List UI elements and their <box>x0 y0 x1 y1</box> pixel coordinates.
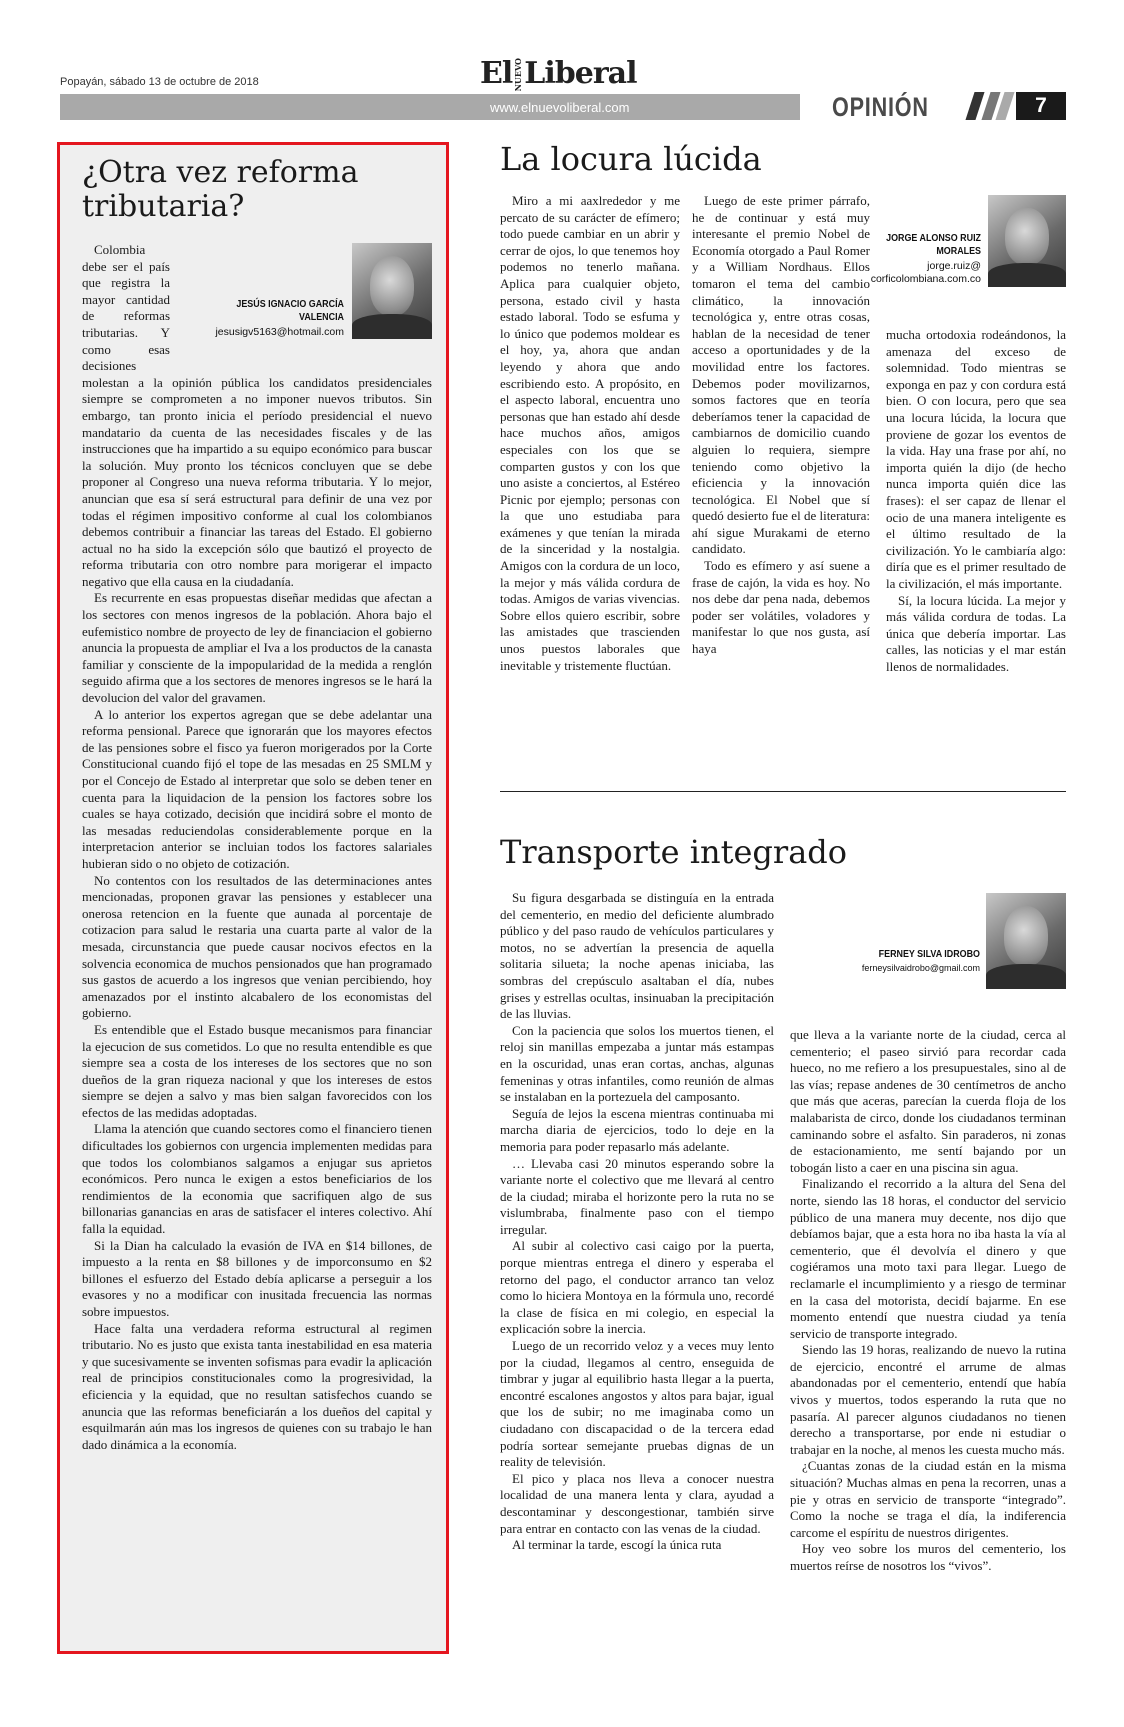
paragraph: Su figura desgarbada se distinguía en la entrada del cementerio, en medio del deficiente alumbrado público y del paso raudo de vehículos particulares y motos, no se advertían la presencia de aquella solitaria silueta; la noche apenas iniciaba, las sombras del crepúsculo asaltaban el día, nubes grises y estrellas ocultas, insinuaban la precipitación de las lluvias. <box>500 890 774 1022</box>
edition-date: Popayán, sábado 13 de octubre de 2018 <box>60 76 259 88</box>
author-photo <box>988 195 1066 287</box>
paragraph: Es entendible que el Estado busque mecanismos para financiar la ejecucion de sus cometidos. Lo que no resulta entendible es que siempre sea a costa de los intereses de los sectores que no son dueños de la gran riqueza nacional y que los intereses de estos siempre se dejen a salvo y mas bien salgan favorecidos con los efectos de las medidas adoptadas. <box>82 1021 432 1120</box>
article-locura-title: La locura lúcida <box>500 140 762 178</box>
article-transporte-col2 <box>790 1027 1066 1707</box>
author-name: JORGE ALONSO RUIZ MORALES <box>886 232 981 258</box>
logo-prefix: El <box>480 56 513 91</box>
paragraph: mucha ortodoxia rodeándonos, la amenaza del exceso de solemnidad. Todo mientras se exponga en paz y con cordura está bien. O con locura, pero que sea una locura lúcida, la locura que proviene de gozar los eventos de la vida. Hay una frase por ahí, no importa quién la dijo (de hecho nunca importa quién dice las frases): el ser capaz de llenar el ocio de una manera inteligente es el último resultado de la civilización. Yo le cambiaría algo: diría que es el primer resultado de la civilización, el más importante. <box>886 327 1066 591</box>
paragraph: ¿Cuantas zonas de la ciudad están en la misma situación? Muchas almas en pena la recorren, unas a pie y otras en servicio de transporte “integrado”. Como la noche se traga el día, la indiferencia carcome el espíritu de nuestros dirigentes. <box>790 1458 1066 1540</box>
logo-main: Liberal <box>524 56 637 91</box>
article-separator <box>500 791 1066 792</box>
paragraph: Colombia debe ser el país que registra la mayor cantidad de reformas tributarias. Y como esas decisiones molestan a la opinión pública los candidatos presidenciales siempre se comprometen a no imponer nuevos tributos. Sin embargo, tan pronto inicia el período presidencial el nuevo mandatario da cuenta de las necesidades fiscales y de las instrucciones que ha impartido a su equipo económico para buscar la solución. Muy pronto los técnicos concluyen que se debe proponer al Congreso una nueva reforma tributaria. Y lo mejor, anuncian que esa sí será estructural para definir de una vez por todas el régimen impositivo conforme al cual los colombianos debemos contribuir a financiar las tareas del Estado. El gobierno actual no ha sido la excepción sólo que bautizó el proyecto de reforma tributaria con otro nombre para morigerar el impacto negativo que ella causa en la ciudadanía. <box>82 242 432 589</box>
article-reforma-body <box>82 242 432 1642</box>
page-number: 7 <box>1016 92 1066 120</box>
paragraph: Miro a mi aaxlrededor y me percato de su carácter de efímero; todo puede cambiar en un abrir y cerrar de ojos, lo que tenemos hoy podemos no tenerlo mañana. Aplica para cualquier objeto, persona, estado civil y hasta estado laboral. Todo se esfuma y lo único que podemos moldear es el hoy, ya, ahora que andan leyendo y ahora que ando escribiendo esto. A propósito, en el aspecto laboral, encuentra uno personas que han estado ahí desde hace muchos años, amigos especiales con los que se comparten gustos y con los que uno asiste a conciertos, al Estéreo Picnic por ejemplo; personas con la que uno estudiaba para exámenes y que tenían la mirada de la sinceridad y la nostalgia. Amigos con la cordura de un loco, la mejor y más válida cordura de todas. Amigos de varias vivencias. Sobre ellos quiero escribir, sobre las amistades que trascienden unos puestos laborales que inevitable y tristemente fluctúan. <box>500 193 680 673</box>
author-name: JESÚS IGNACIO GARCÍA VALENCIA <box>236 298 344 324</box>
paragraph: Con la paciencia que solos los muertos tienen, el reloj sin manillas empezaba a juntar más estampas en la oscuridad, unas eran cortas, anchas, algunas femeninas y otras infantiles, como reunión de almas se instalaban en la portezuela del camposanto. <box>500 1022 774 1105</box>
paragraph: Hace falta una verdadera reforma estructural al regimen tributario. No es justo que exista tanta inestabilidad en esa materia y que sucesivamente se inventen sofismas para evadir la aplicación real de principios constitucionales como la progresividad, la eficiencia y la equidad, que no resultan satisfechos cuando se anuncia que las reformas beneficiarán a los dueños del capital y esquilmarán aún mas los ingresos de quienes con su trabajo le han dado dinámica a la economía. <box>82 1320 432 1452</box>
article-reforma-title: ¿Otra vez reforma tributaria? <box>82 155 359 224</box>
newspaper-logo[interactable] <box>480 56 636 92</box>
paragraph: Luego de un recorrido veloz y a veces muy lento por la ciudad, llegamos al centro, enseguida de timbrar y jugar al equilibrio hasta llegar a la puerta, encontré escalones angostos y altos para bajar, igual que los de subir; no me imaginaba como un ciudadano con discapacidad o de la tercera edad podría sortear semejante pruebas dignas de un reality de televisión. <box>500 1338 774 1470</box>
site-url-link[interactable]: www.elnuevoliberal.com <box>490 100 630 115</box>
paragraph: Al subir al colectivo casi caigo por la puerta, porque mientras entrega el dinero y esperaba el retorno del pago, el conductor arranco tan veloz como lo hiciera Montoya en la fórmula uno, recordé la clase de física en mi colegio, en especial la explicación sobre la inercia. <box>500 1238 774 1337</box>
paragraph: Si la Dian ha calculado la evasión de IVA en $14 billones, de impuesto a la renta en $8 billones y de imporconsumo en $2 billones el esfuerzo del Estado debía aplicarse a perseguir a los evasores y no a modificar con inusitada frecuencia las normas sobre impuestos. <box>82 1237 432 1319</box>
author-photo <box>986 893 1066 989</box>
paragraph: Al terminar la tarde, escogí la única ruta <box>512 1537 722 1553</box>
paragraph: Seguía de lejos la escena mientras continuaba mi marcha diaria de ejercicios, todo lo deje en la memoria para poder repasarlo más adelante. <box>500 1105 774 1154</box>
article-locura-col2 <box>692 193 870 783</box>
paragraph: Es recurrente en esas propuestas diseñar medidas que afectan a los sectores con menos ingresos de la población. Ahora bajo el eufemistico nombre de proyecto de ley de financiacion el gobierno anuncia la propuesta de ampliar el Iva a los productos de la canasta familiar y consciente de la impopularidad de la medida a renglón seguido afirma que a los sectores de menores ingresos se le hará la devolucion del valor del gravamen. <box>82 590 432 706</box>
paragraph: Siendo las 19 horas, realizando de nuevo la rutina de ejercicio, encontré el arrume de almas abandonadas por el cementerio, entendí que había vivos y muertos, todos esperando la ruta que no pasaría. Al parecer algunos ciudadanos no tienen derecho a transportarse, por ende ni estudiar o trabajar en la noche, al menos les cuesta mucho más. <box>790 1342 1066 1457</box>
paragraph: A lo anterior los expertos agregan que se debe adelantar una reforma pensional. Parece que ignorarán que los mayores efectos de las pensiones sobre el fisco ya fueron morigerados por la Corte Constitucional cuando fijó el tope de las mesadas en 25 SMLM y por el Concejo de Estado al interpretar que solo se deben tener en cuenta para la liquidacion de la pension los factores sobre los cuales se haya cotizado, decisión que incidirá sobre el monto de las mesadas reduciendolas considerablemente porque en la interpretacion anterior se incluian todos los factores salariales hubieran sido o no objeto de cotización. <box>82 706 432 871</box>
author-email[interactable]: ferneysilvaidrobo@gmail.com <box>861 963 980 974</box>
paragraph: Todo es efímero y así suene a frase de cajón, la vida es hoy. No nos debe dar pena nada, debemos poder ser volátiles, voladores y manifestar lo que nos gusta, así haya <box>692 558 870 657</box>
article-locura-col1 <box>500 193 680 783</box>
article-transporte-title: Transporte integrado <box>500 833 848 871</box>
article-transporte-col1 <box>500 890 774 1690</box>
byline-float <box>170 242 432 372</box>
author-name: FERNEY SILVA IDROBO <box>878 948 980 960</box>
author-email[interactable]: jorge.ruiz@ corficolombiana.com.co <box>870 260 981 286</box>
logo-nuevo: NUEVO <box>513 58 524 92</box>
section-title: OPINIÓN <box>832 92 929 122</box>
article-locura-col3 <box>886 327 1066 787</box>
paragraph: Llama la atención que cuando sectores como el financiero tienen dificultades los gobiernos con urgencia implementen medidas para que todos los colombianos salgamos a enjugar sus aprietos económicos. Pero nunca le exigen a estos beneficiarios de los rendimientos de la economia que sacrifiquen algo de sus billonarias ganancias en aras de satisfacer el interes colectivo. Ahí falla la equidad. <box>82 1121 432 1237</box>
paragraph: El pico y placa nos lleva a conocer nuestra localidad de una manera lenta y clara, ayudad a descontaminar y descongestionar, también sirve para entrar en contacto con las venas de la ciudad. <box>500 1470 774 1536</box>
header-bar <box>60 94 800 120</box>
author-email[interactable]: jesusigv5163@hotmail.com <box>215 326 344 339</box>
paragraph: Luego de este primer párrafo, he de continuar y está muy interesante el premio Nobel de Economía otorgado a Paul Romer y a William Nordhaus. Ellos tomaron el tema del cambio climático, la innovación tecnológica y, entre otras cosas, hablan de la necesidad de tener acceso a oportunidades y de la movilidad entre los factores. Debemos poder movilizarnos, somos factores que en teoría deberíamos tener la capacidad de cambiarnos de domicilio cuando alguien lo requiera, siempre teniendo como objetivo la eficiencia y la innovación tecnológica. El Nobel que sí quedó desierto fue el de literatura: ahí sigue Murakami de eterno candidato. <box>692 193 870 557</box>
paragraph: Finalizando el recorrido a la altura del Sena del norte, siendo las 18 horas, el conductor del servicio público de una manera muy decente, nos dijo que debíamos bajar, que a esta hora no iba hasta la vía al cementerio, que él devolvía el dinero y que cogiéramos una moto taxi para llegar. Luego de reclamarle el incumplimiento y a riesgo de terminar en la casa del motorista, decidí bajarme. En ese momento entendí que nuestra ciudad ya tenía servicio de transporte integrado. <box>790 1176 1066 1341</box>
paragraph: Sí, la locura lúcida. La mejor y más válida cordura de todas. La única que debería importar. Las calles, las noticias y el mar están llenos de normalidades. <box>886 592 1066 674</box>
author-byline <box>838 948 980 974</box>
paragraph: No contentos con los resultados de las determinaciones antes mencionadas, proponen gravar las pensiones y establecer una onerosa retencion en la fuente que aunada al porcentaje de cotizacion para salud le restaria una cuarta parte al valor de la mesada, circunstancia que puede causar nocivos efectos en la solvencia economica de muchos pensionados que han programado sus gastos de acuerdo a los ingresos que venian percibiendo, hoy amenazados por el instinto alcabalero de los economistas del gobierno. <box>82 872 432 1021</box>
paragraph: que lleva a la variante norte de la ciudad, cerca al cementerio; el paseo sirvió para recordar cada hueco, no me refiero a los presupuestales, sino al de las vías; repase andenes de 30 centímetros de ancho que más que aceras, parecían la cuerda floja de los malabarista de circo, donde los ciudadanos terminan caminando sobre el asfalto. Sin paraderos, ni zonas de estacionamiento, me sentí bajando por un tobogán listo a caer en una piscina sin agua. <box>790 1027 1066 1175</box>
paragraph: Hoy veo sobre los muros del cementerio, los muertos reírse de nosotros los “vivos”. <box>790 1541 1066 1573</box>
paragraph: … Llevaba casi 20 minutos esperando sobre la variante norte el colectivo que me llevará al centro de la ciudad; miraba el horizonte pero la ruta no se vislumbraba, finalmente paso con el tiempo irregular. <box>500 1155 774 1237</box>
